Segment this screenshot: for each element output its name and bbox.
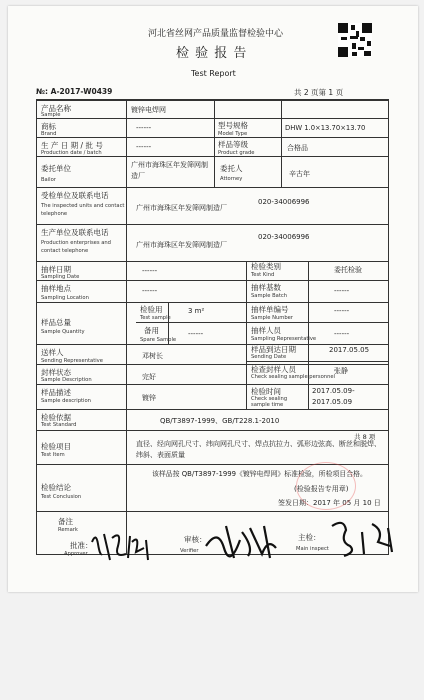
conclusion-label: 检验结论: [41, 483, 71, 492]
sample-batch-value: ------: [334, 287, 350, 295]
sampling-rep-label: 抽样人员: [251, 326, 281, 335]
verifier-signature: [204, 518, 284, 562]
attorney-value: 辛古年: [289, 170, 310, 178]
seal-state-label: 封样状态: [41, 368, 71, 377]
sample-quantity-label-en: Sample Quantity: [41, 329, 85, 335]
test-sample-value: 3 m²: [188, 307, 205, 315]
report-title-en: Test Report: [191, 69, 236, 78]
sampling-location-value: ------: [142, 287, 158, 295]
brand-value: ------: [136, 124, 152, 132]
sending-date-value: 2017.05.05: [329, 346, 370, 354]
test-standard-label: 检验依据: [41, 413, 71, 422]
approver-label-en: Approver: [64, 551, 88, 557]
model-value: DHW 1.0×13.70×13.70: [285, 124, 366, 132]
sampling-location-label-en: Sampling Location: [41, 295, 89, 301]
test-item-count: 共 8 项: [354, 433, 376, 441]
verifier-label: 审核：: [184, 535, 207, 544]
table-left-border: [36, 99, 37, 554]
bailor-label-en: Bailor: [41, 177, 56, 183]
sending-rep-label-en: Sending Representative: [41, 358, 103, 364]
inspector-signature: [326, 512, 406, 560]
spare-sample-label-en: Spare Sample: [140, 337, 177, 343]
check-time-label: 检验时间: [251, 387, 281, 396]
sample-number-value: ------: [334, 307, 350, 315]
production-date-label-en: Production date / batch: [41, 150, 102, 156]
report-number: №: A-2017-W0439: [36, 87, 113, 96]
attorney-label-en: Attorney: [220, 176, 243, 182]
production-date-value: ------: [136, 143, 152, 151]
sampling-location-label: 抽样地点: [41, 284, 71, 293]
model-label: 型号规格: [218, 121, 248, 130]
inspection-stamp: [296, 462, 356, 510]
verifier-label-en: Verifier: [180, 548, 199, 554]
test-kind-label: 检验类别: [251, 262, 281, 271]
seal-personnel-label-en: Check sealing sample personnel: [251, 374, 336, 380]
test-standard-value: QB/T3897-1999、GB/T228.1-2010: [160, 417, 280, 425]
test-item-label-en: Test Item: [41, 452, 65, 458]
production-date-label: 生 产 日 期 / 批 号: [41, 141, 103, 150]
inspector-label-en: Main inspect: [296, 546, 329, 552]
inspector-label: 主检：: [298, 533, 321, 542]
sample-number-label-en: Sample Number: [251, 315, 293, 321]
sample-desc-value: 镀锌: [142, 394, 156, 402]
seal-state-value: 完好: [142, 373, 156, 381]
conclusion-value: 该样品按 QB/T3897-1999《镀锌电焊网》标准检验，所检项目合格。: [152, 470, 367, 478]
bailor-value: 广州市海珠区年发筛网制造厂: [131, 161, 208, 180]
production-unit-value: 广州市海珠区年发筛网制造厂: [136, 241, 227, 249]
table-right-border: [388, 99, 389, 554]
seal-personnel-value: 张静: [334, 367, 348, 375]
table-top-border: [36, 99, 388, 101]
test-kind-label-en: Test Kind: [251, 272, 275, 278]
sampling-date-value: ------: [142, 267, 158, 275]
model-label-en: Model Type: [218, 131, 248, 137]
grade-label-en: Product grade: [218, 150, 255, 156]
grade-value: 合格品: [287, 144, 308, 152]
org-title: 河北省丝网产品质量监督检验中心: [148, 29, 284, 39]
test-kind-value: 委托检验: [334, 266, 362, 274]
approver-signature: [88, 524, 168, 564]
attorney-label: 委托人: [220, 164, 243, 173]
page-count: 共 2 页第 1 页: [294, 88, 344, 97]
sampling-date-label: 抽样日期: [41, 265, 71, 274]
seal-state-label-en: Sample Description: [41, 377, 92, 383]
conclusion-stamp-note: (检验报告专用章): [294, 485, 349, 493]
check-time-value: 2017.05.09-2017.05.09: [312, 387, 355, 406]
test-item-value: 直径、经向网孔尺寸、纬向网孔尺寸、焊点抗拉力、弧形边弦高、断丝和脱焊、纬斜、表面质量: [136, 440, 381, 459]
sample-batch-label-en: Sample Batch: [251, 293, 288, 299]
sending-date-label-en: Sending Date: [251, 354, 287, 360]
inspected-unit-value: 广州市海珠区年发筛网制造厂: [136, 204, 227, 212]
inspected-unit-label: 受检单位及联系电话: [41, 191, 109, 200]
report-sheet: [8, 6, 418, 592]
sample-desc-label: 样品描述: [41, 388, 71, 397]
test-item-label: 检验项目: [41, 442, 71, 451]
approver-label: 批准：: [70, 541, 93, 550]
inspected-unit-label-en: The inspected units and contact telephone: [41, 203, 125, 217]
inspected-unit-phone: 020-34006996: [258, 198, 310, 206]
conclusion-label-en: Test Conclusion: [41, 494, 82, 500]
production-unit-phone: 020-34006996: [258, 233, 310, 241]
conclusion-sign-date: 签发日期：2017 年 05 月 10 日: [278, 499, 381, 507]
sampling-rep-label-en: Sampling Representative: [251, 336, 317, 342]
spare-sample-value: ------: [188, 330, 204, 338]
sample-number-label: 抽样单编号: [251, 305, 289, 314]
sending-date-label: 样品到达日期: [251, 345, 296, 354]
check-time-label-en: Check sealing sample time: [251, 396, 288, 408]
test-sample-label: 检验用: [140, 305, 163, 314]
sample-batch-label: 抽样基数: [251, 283, 281, 292]
sending-rep-label: 送样人: [41, 348, 64, 357]
bailor-label: 委托单位: [41, 164, 71, 173]
grade-label: 样品等级: [218, 140, 248, 149]
sampling-date-label-en: Sampling Date: [41, 274, 80, 280]
product-name-value: 镀锌电焊网: [131, 106, 166, 114]
brand-label-en: Brand: [41, 131, 57, 137]
production-unit-label: 生产单位及联系电话: [41, 228, 109, 237]
test-standard-label-en: Test Standard: [41, 422, 77, 428]
qr-code: [338, 23, 372, 57]
production-unit-label-en: Production enterprises and contact telephone: [41, 240, 111, 254]
remark-label-en: Remark: [58, 527, 78, 533]
sample-desc-label-en: Sample description: [41, 398, 91, 404]
product-name-label: 产品名称: [41, 104, 71, 113]
brand-label: 商标: [41, 122, 56, 131]
seal-personnel-label: 检查封样人员: [251, 365, 296, 374]
test-sample-label-en: Test sample: [140, 315, 171, 321]
spare-sample-label: 备用: [144, 326, 159, 335]
remark-label: 备注: [58, 517, 73, 526]
report-title: 检 验 报 告: [176, 46, 248, 61]
sending-rep-value: 邓树长: [142, 352, 163, 360]
product-name-label-en: Sample: [41, 112, 61, 118]
sample-quantity-label: 样品总量: [41, 318, 71, 327]
sampling-rep-value: ------: [334, 330, 350, 338]
